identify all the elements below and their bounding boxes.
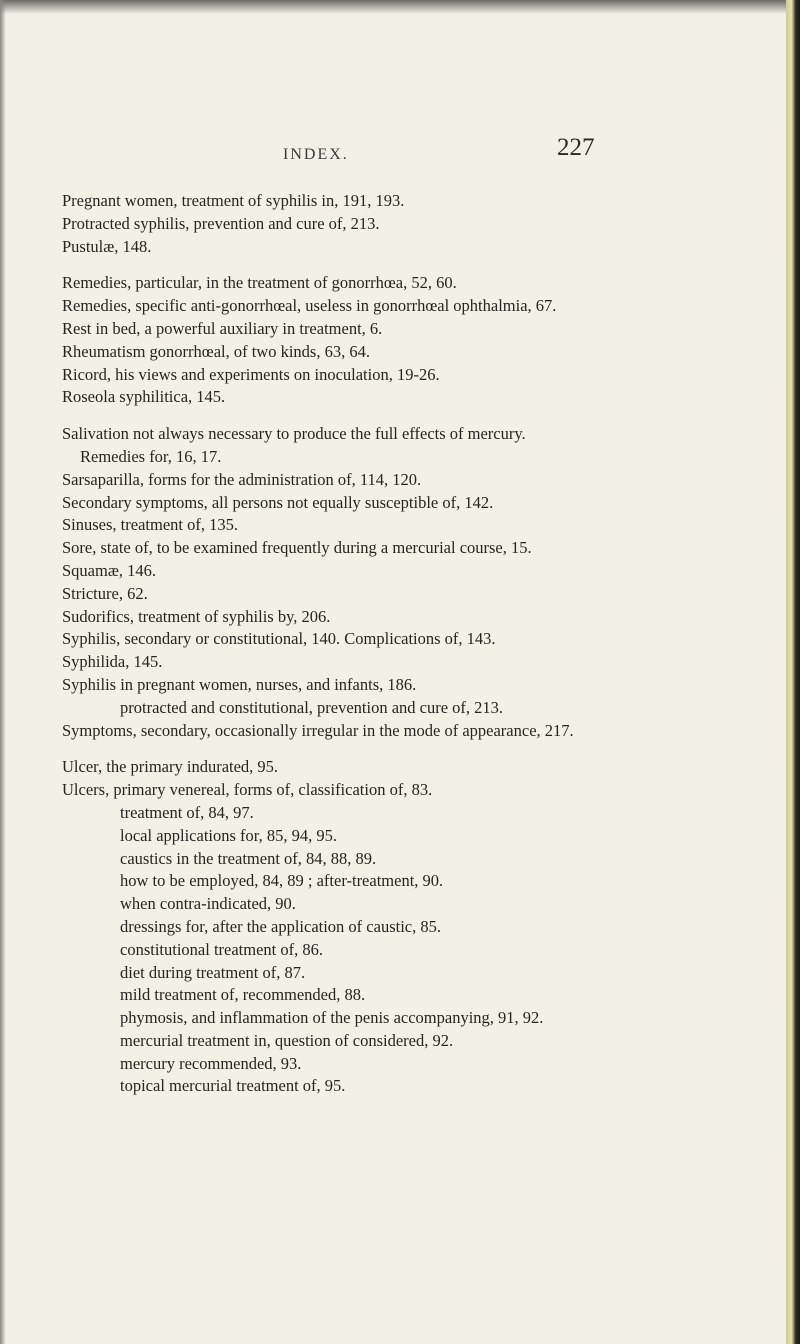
section-gap (62, 409, 777, 423)
index-entry: Sinuses, treatment of, 135. (62, 515, 238, 535)
index-entry: Pustulæ, 148. (62, 236, 152, 256)
index-entry: Syphilis in pregnant women, nurses, and infants, 186. (62, 674, 417, 694)
index-entry: Ricord, his views and experiments on inoculation, 19-26. (62, 364, 440, 384)
index-subentry: local applications for, 85, 94, 95. (120, 825, 337, 845)
index-subentry: phymosis, and inflammation of the penis accompanying, 91, 92. (120, 1008, 544, 1028)
index-entry: Remedies, particular, in the treatment of gonorrhœa, 52, 60. (62, 273, 457, 293)
index-entry: Stricture, 62. (62, 583, 148, 603)
index-subentry: constitutional treatment of, 86. (120, 939, 323, 959)
index-entry: Sore, state of, to be examined frequently during a mercurial course, 15. (62, 538, 532, 558)
index-entry: Pregnant women, treatment of syphilis in, 191, 193. (62, 191, 405, 210)
page-number: 227 (557, 134, 595, 161)
index-entry: Syphilida, 145. (62, 652, 163, 672)
book-spine-edge (786, 0, 800, 1344)
index-entry: Roseola syphilitica, 145. (62, 387, 226, 407)
index-subentry: protracted and constitutional, prevention and cure of, 213. (120, 697, 504, 717)
index-entry: Sarsaparilla, forms for the administration of, 114, 120. (62, 469, 422, 489)
index-entry: Protracted syphilis, prevention and cure of, 213. (62, 213, 380, 233)
section-gap (62, 742, 777, 756)
page-header (0, 134, 786, 176)
index-entry: Ulcers, primary venereal, forms of, classification of, 83. (62, 780, 433, 800)
index-entry: Remedies, specific anti-gonorrhœal, useless in gonorrhœal ophthalmia, 67. (62, 296, 557, 316)
index-subentry: mercury recommended, 93. (120, 1053, 302, 1073)
index-entry: Secondary symptoms, all persons not equally susceptible of, 142. (62, 492, 494, 512)
index-subentry: dressings for, after the application of caustic, 85. (120, 916, 441, 936)
page-top-shadow (0, 0, 786, 14)
index-subentry: treatment of, 84, 97. (120, 802, 254, 822)
index-entries (62, 190, 777, 1098)
index-entry: Rest in bed, a powerful auxiliary in treatment, 6. (62, 318, 383, 338)
index-entry: Sudorifics, treatment of syphilis by, 206. (62, 606, 331, 626)
index-subentry: diet during treatment of, 87. (120, 962, 306, 982)
section-gap (62, 258, 777, 272)
index-entry: Squamæ, 146. (62, 560, 156, 580)
index-entry: Rheumatism gonorrhœal, of two kinds, 63, 64. (62, 341, 370, 361)
index-subentry: mild treatment of, recommended, 88. (120, 985, 366, 1005)
index-entry: Ulcer, the primary indurated, 95. (62, 757, 279, 777)
index-subentry: caustics in the treatment of, 84, 88, 89. (120, 848, 377, 868)
index-subentry: when contra-indicated, 90. (120, 894, 296, 914)
running-head: INDEX. (283, 146, 349, 163)
page-left-shadow (0, 0, 6, 1344)
index-entry-continuation: Remedies for, 16, 17. (80, 446, 222, 466)
index-subentry: topical mercurial treatment of, 95. (120, 1076, 346, 1096)
index-subentry: how to be employed, 84, 89 ; after-treatment, 90. (120, 871, 444, 891)
index-entry: Salivation not always necessary to produce the full effects of mercury. (62, 424, 526, 444)
index-entry: Syphilis, secondary or constitutional, 140. Complications of, 143. (62, 629, 496, 649)
index-entry: Symptoms, secondary, occasionally irregular in the mode of appearance, 217. (62, 720, 574, 740)
index-subentry: mercurial treatment in, question of considered, 92. (120, 1030, 454, 1050)
